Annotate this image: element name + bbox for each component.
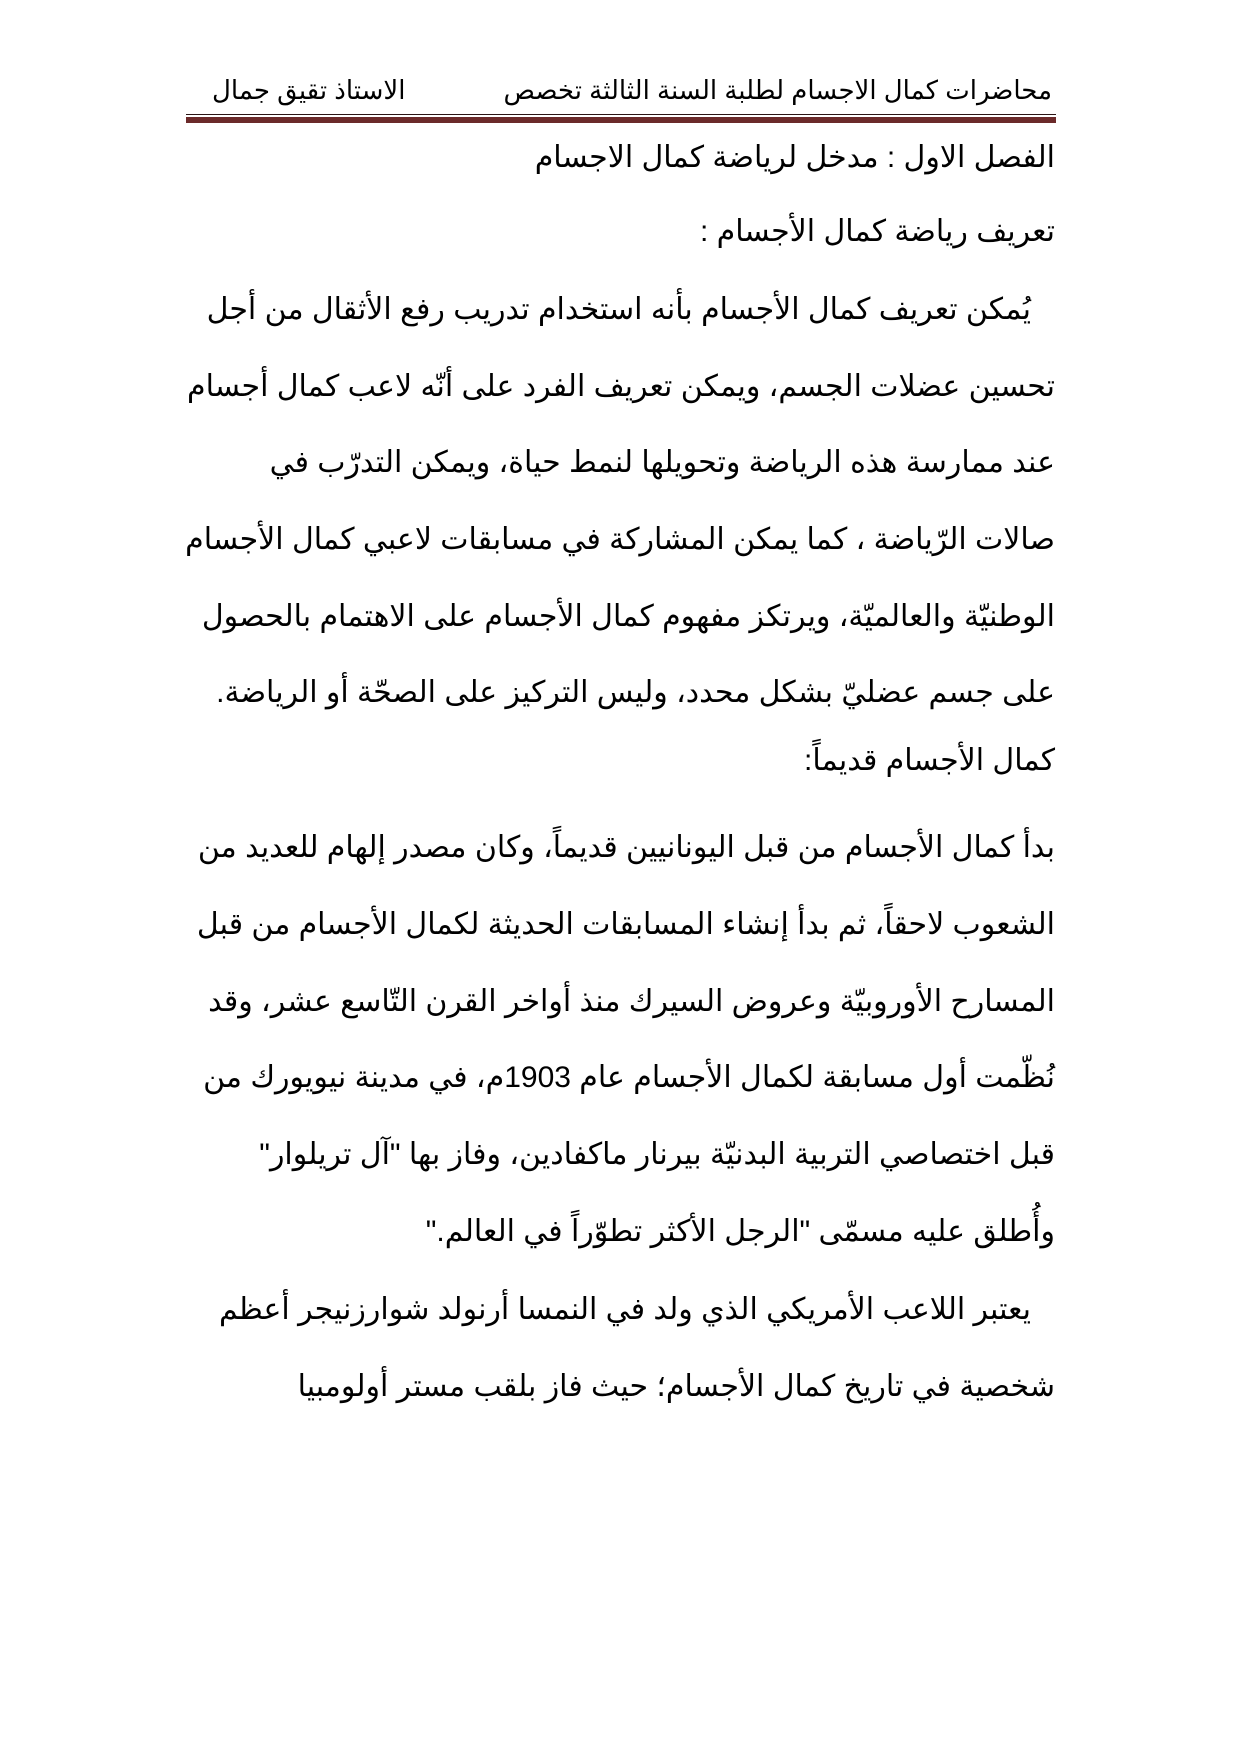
paragraph-line: يُمكن تعريف كمال الأجسام بأنه استخدام تدريب رفع الأثقال من أجل xyxy=(206,293,1031,326)
page-header xyxy=(188,70,1052,110)
paragraph-line: صالات الرّياضة ، كما يمكن المشاركة في مسابقات لاعبي كمال الأجسام xyxy=(185,523,1055,556)
paragraph-line: وأُطلق عليه مسمّى "الرجل الأكثر تطوّراً في العالم." xyxy=(425,1215,1055,1248)
paragraph-line: عند ممارسة هذه الرياضة وتحويلها لنمط حياة، ويمكن التدرّب في xyxy=(269,446,1055,479)
paragraph-line: الوطنيّة والعالميّة، ويرتكز مفهوم كمال الأجسام على الاهتمام بالحصول xyxy=(201,600,1055,633)
header-rule-thin xyxy=(186,114,1056,115)
paragraph-line: الشعوب لاحقاً، ثم بدأ إنشاء المسابقات الحديثة لكمال الأجسام من قبل xyxy=(196,908,1055,941)
paragraph-line: قبل اختصاصي التربية البدنيّة بيرنار ماكفادين، وفاز بها "آل تريلوار" xyxy=(259,1138,1055,1171)
paragraph-line: شخصية في تاريخ كمال الأجسام؛ حيث فاز بلقب مستر أولومبيا xyxy=(297,1370,1055,1403)
chapter-title: الفصل الاول : مدخل لرياضة كمال الاجسام xyxy=(534,141,1055,174)
paragraph-line: بدأ كمال الأجسام من قبل اليونانيين قديماً، وكان مصدر إلهام للعديد من xyxy=(197,831,1055,864)
paragraph-line: المسارح الأوروبيّة وعروض السيرك منذ أواخر القرن التّاسع عشر، وقد xyxy=(208,985,1055,1018)
header-rule-thick xyxy=(186,117,1056,123)
paragraph-line: يعتبر اللاعب الأمريكي الذي ولد في النمسا أرنولد شوارزنيجر أعظم xyxy=(218,1293,1031,1326)
definition-heading: تعريف رياضة كمال الأجسام : xyxy=(699,215,1055,248)
paragraph-line: على جسم عضليّ بشكل محدد، وليس التركيز على الصحّة أو الرياضة. xyxy=(216,676,1055,709)
history-heading: كمال الأجسام قديماً: xyxy=(804,744,1055,777)
paragraph-line: تحسين عضلات الجسم، ويمكن تعريف الفرد على أنّه لاعب كمال أجسام xyxy=(187,370,1055,403)
paragraph-line: نُظّمت أول مسابقة لكمال الأجسام عام 1903م، في مدينة نيويورك من xyxy=(203,1061,1055,1094)
header-author: الاستاذ تقيق جمال xyxy=(212,75,406,105)
header-course-title: محاضرات كمال الاجسام لطلبة السنة الثالثة تخصص xyxy=(503,75,1052,105)
